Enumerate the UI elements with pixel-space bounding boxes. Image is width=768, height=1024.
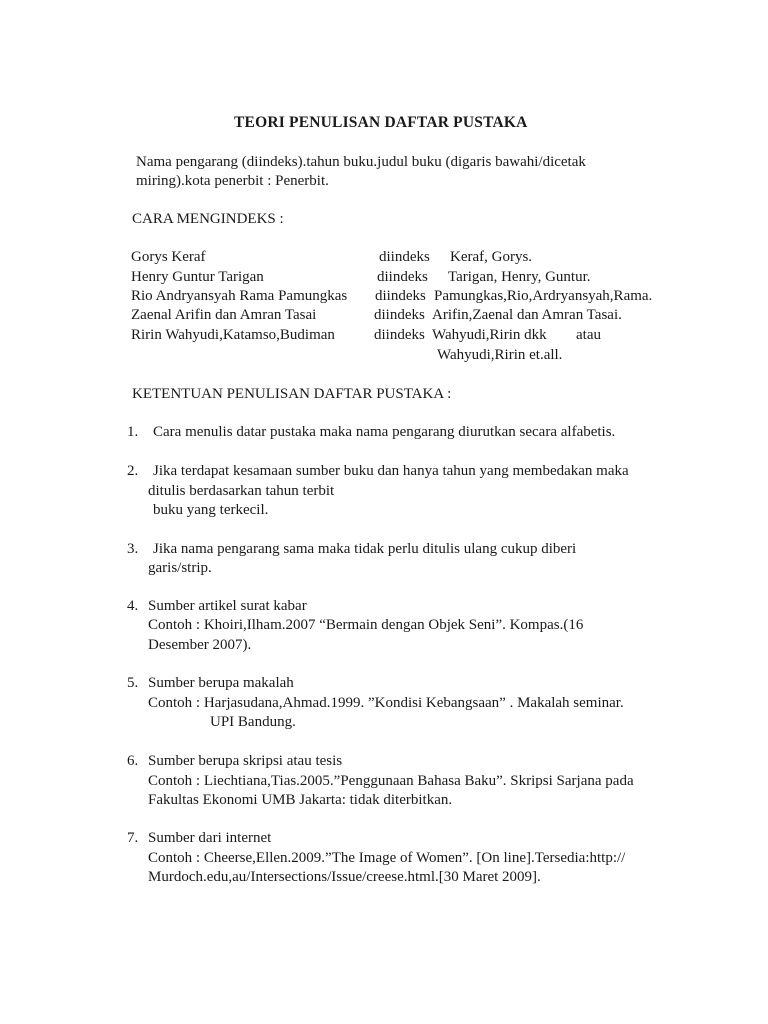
list-line: Desember 2007).: [148, 637, 252, 653]
page-title: TEORI PENULISAN DAFTAR PUSTAKA: [234, 114, 528, 131]
list-line: Sumber berupa makalah: [148, 675, 294, 691]
list-line: Contoh : Khoiri,Ilham.2007 “Bermain dengan Objek Seni”. Kompas.(16: [148, 617, 584, 633]
list-number: 3.: [127, 541, 139, 557]
list-number: 7.: [127, 830, 139, 846]
list-line: Contoh : Harjasudana,Ahmad.1999. ”Kondisi Kebangsaan” . Makalah seminar.: [148, 695, 624, 711]
index-row: [0, 326, 768, 345]
index-keyword: diindeks: [375, 288, 426, 304]
index-row: [0, 306, 768, 325]
list-line: Murdoch.edu,au/Intersections/Issue/creese.html.[30 Maret 2009].: [148, 869, 541, 885]
index-result: Keraf, Gorys.: [450, 249, 533, 265]
index-continuation: Wahyudi,Ririn et.all.: [437, 347, 563, 363]
index-name: Rio Andryansyah Rama Pamungkas: [131, 288, 348, 304]
list-line: Sumber artikel surat kabar: [148, 598, 307, 614]
index-row: [0, 248, 768, 267]
list-line: garis/strip.: [148, 560, 212, 576]
list-line: buku yang terkecil.: [153, 502, 269, 518]
index-row: [0, 287, 768, 306]
index-row: [0, 268, 768, 287]
list-line: Contoh : Cheerse,Ellen.2009.”The Image of Women”. [On line].Tersedia:http://: [148, 850, 626, 866]
index-extra: atau: [576, 327, 601, 343]
format-line-2: miring).kota penerbit : Penerbit.: [136, 173, 329, 189]
index-name: Ririn Wahyudi,Katamso,Budiman: [131, 327, 335, 343]
list-number: 4.: [127, 598, 139, 614]
list-line: UPI Bandung.: [210, 714, 296, 730]
index-result: Tarigan, Henry, Guntur.: [448, 269, 591, 285]
format-line-1: Nama pengarang (diindeks).tahun buku.judul buku (digaris bawahi/dicetak: [136, 154, 586, 170]
list-line: ditulis berdasarkan tahun terbit: [148, 483, 335, 499]
list-line: Sumber berupa skripsi atau tesis: [148, 753, 343, 769]
list-line: Cara menulis datar pustaka maka nama pengarang diurutkan secara alfabetis.: [153, 424, 616, 440]
cara-heading: CARA MENGINDEKS :: [132, 211, 284, 227]
list-number: 5.: [127, 675, 139, 691]
list-number: 6.: [127, 753, 139, 769]
list-line: Sumber dari internet: [148, 830, 272, 846]
list-number: 2.: [127, 463, 139, 479]
index-result: Pamungkas,Rio,Ardryansyah,Rama.: [434, 288, 653, 304]
list-line: Fakultas Ekonomi UMB Jakarta: tidak diterbitkan.: [148, 792, 453, 808]
index-result: Wahyudi,Ririn dkk: [432, 327, 547, 343]
index-name: Zaenal Arifin dan Amran Tasai: [131, 307, 317, 323]
index-result: Arifin,Zaenal dan Amran Tasai.: [432, 307, 622, 323]
list-number: 1.: [127, 424, 139, 440]
index-keyword: diindeks: [374, 327, 425, 343]
index-keyword: diindeks: [374, 307, 425, 323]
list-line: Contoh : Liechtiana,Tias.2005.”Penggunaan Bahasa Baku”. Skripsi Sarjana pada: [148, 773, 634, 789]
index-name: Henry Guntur Tarigan: [131, 269, 264, 285]
list-line: Jika terdapat kesamaan sumber buku dan hanya tahun yang membedakan maka: [153, 463, 629, 479]
index-keyword: diindeks: [377, 269, 428, 285]
ketentuan-heading: KETENTUAN PENULISAN DAFTAR PUSTAKA :: [132, 386, 452, 402]
index-keyword: diindeks: [379, 249, 430, 265]
index-name: Gorys Keraf: [131, 249, 206, 265]
list-line: Jika nama pengarang sama maka tidak perlu ditulis ulang cukup diberi: [153, 541, 577, 557]
